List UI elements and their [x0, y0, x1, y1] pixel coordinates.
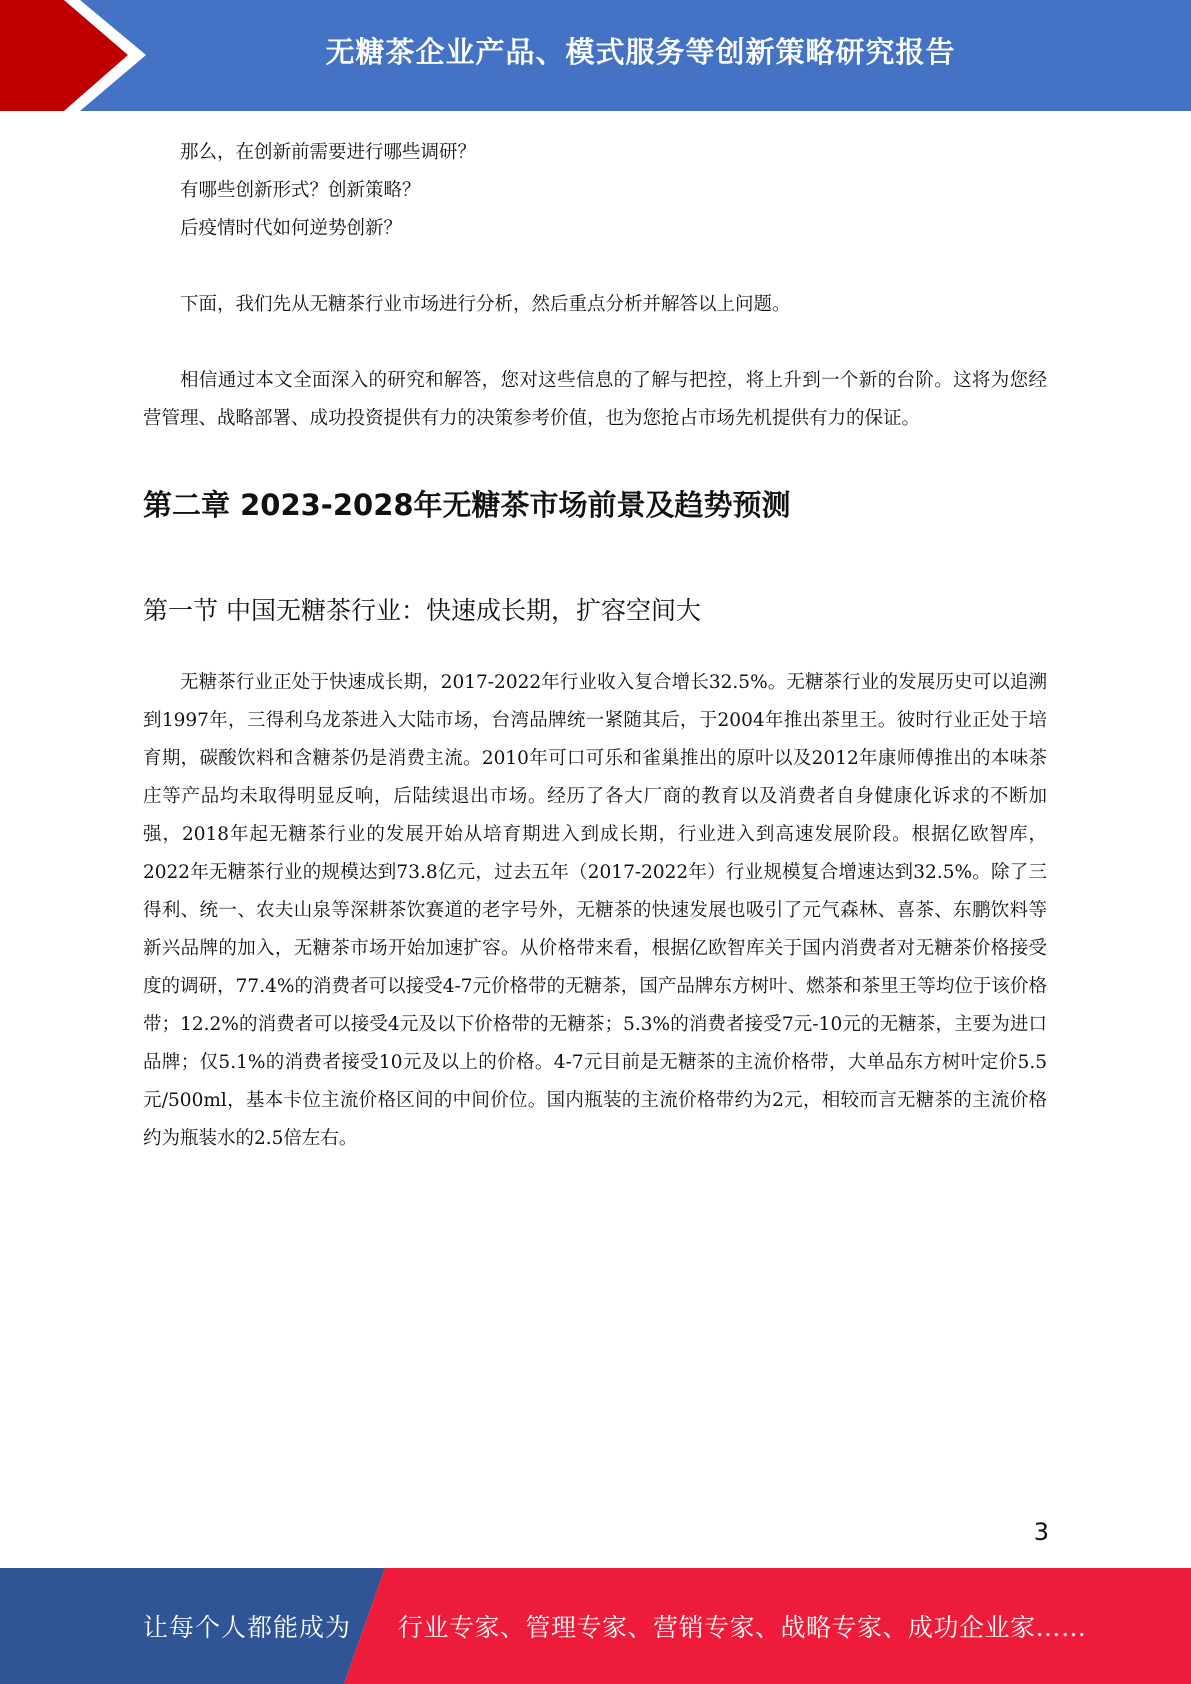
intro-question-3: 后疫情时代如何逆势创新？: [180, 218, 403, 239]
footer-slogan-right: 行业专家、管理专家、营销专家、战略专家、成功企业家……: [398, 1613, 1087, 1642]
intro-question-2: 有哪些创新形式？创新策略？: [180, 180, 421, 201]
intro-paragraph-1: 下面，我们先从无糖茶行业市场进行分析，然后重点分析并解答以上问题。: [180, 294, 791, 315]
section-body: 无糖茶行业正处于快速成长期，2017-2022年行业收入复合增长32.5%。无糖茶行业的发展历史可以追溯到1997年，三得利乌龙茶进入大陆市场，台湾品牌统一紧随其后，于2004年推出茶里王。彼时行业正处于培育期，碳酸饮料和含糖茶仍是消费主流。2010年可口可乐和雀巢推出的原叶以及2012年康师傅推出的本味茶庄等产品均未取得明显反响，后陆续退出市场。经历了各大厂商的教育以及消费者自身健康化诉求的不断加强，2018年起无糖茶行业的发展开始从培育期进入到成长期，行业进入到高速发展阶段。根据亿欧智库，2022年无糖茶行业的规模达到73.8亿元，过去五年（2017-2022年）行业规模复合增速达到32.5%。除了三得利、统一、农夫山泉等深耕茶饮赛道的老字号外，无糖茶的快速发展也吸引了元气森林、喜茶、东鹏饮料等新兴品牌的加入，无糖茶市场开始加速扩容。从价格带来看，根据亿欧智库关于国内消费者对无糖茶价格接受度的调研，77.4%的消费者可以接受4-7元价格带的无糖茶，国产品牌东方树叶、燃茶和茶里王等均位于该价格带；12.2%的消费者可以接受4元及以下价格带的无糖茶；5.3%的消费者接受7元-10元的无糖茶，主要为进口品牌；仅5.1%的消费者接受10元及以上的价格。4-7元目前是无糖茶的主流价格带，大单品东方树叶定价5.5元/500ml，基本卡位主流价格区间的中间价位。国内瓶装的主流价格带约为2元，相较而言无糖茶的主流价格约为瓶装水的2.5倍左右。: [143, 672, 1047, 1149]
page-content: [143, 134, 1047, 1158]
chapter-title: 第二章 2023-2028年无糖茶市场前景及趋势预测: [143, 488, 791, 522]
intro-paragraph-2: 相信通过本文全面深入的研究和解答，您对这些信息的了解与把控，将上升到一个新的台阶。这将为您经营管理、战略部署、成功投资提供有力的决策参考价值，也为您抢占市场先机提供有力的保证。: [143, 370, 1047, 429]
section-title: 第一节 中国无糖茶行业：快速成长期，扩容空间大: [143, 596, 701, 625]
page-footer: [0, 1568, 1191, 1684]
page-header: [0, 0, 1191, 111]
header-chevron-graphic: [0, 0, 160, 111]
page-number: 3: [1033, 1518, 1049, 1546]
header-title: 无糖茶企业产品、模式服务等创新策略研究报告: [325, 35, 956, 69]
intro-question-1: 那么，在创新前需要进行哪些调研？: [180, 142, 477, 163]
footer-slogan-left: 让每个人都能成为: [143, 1613, 352, 1642]
